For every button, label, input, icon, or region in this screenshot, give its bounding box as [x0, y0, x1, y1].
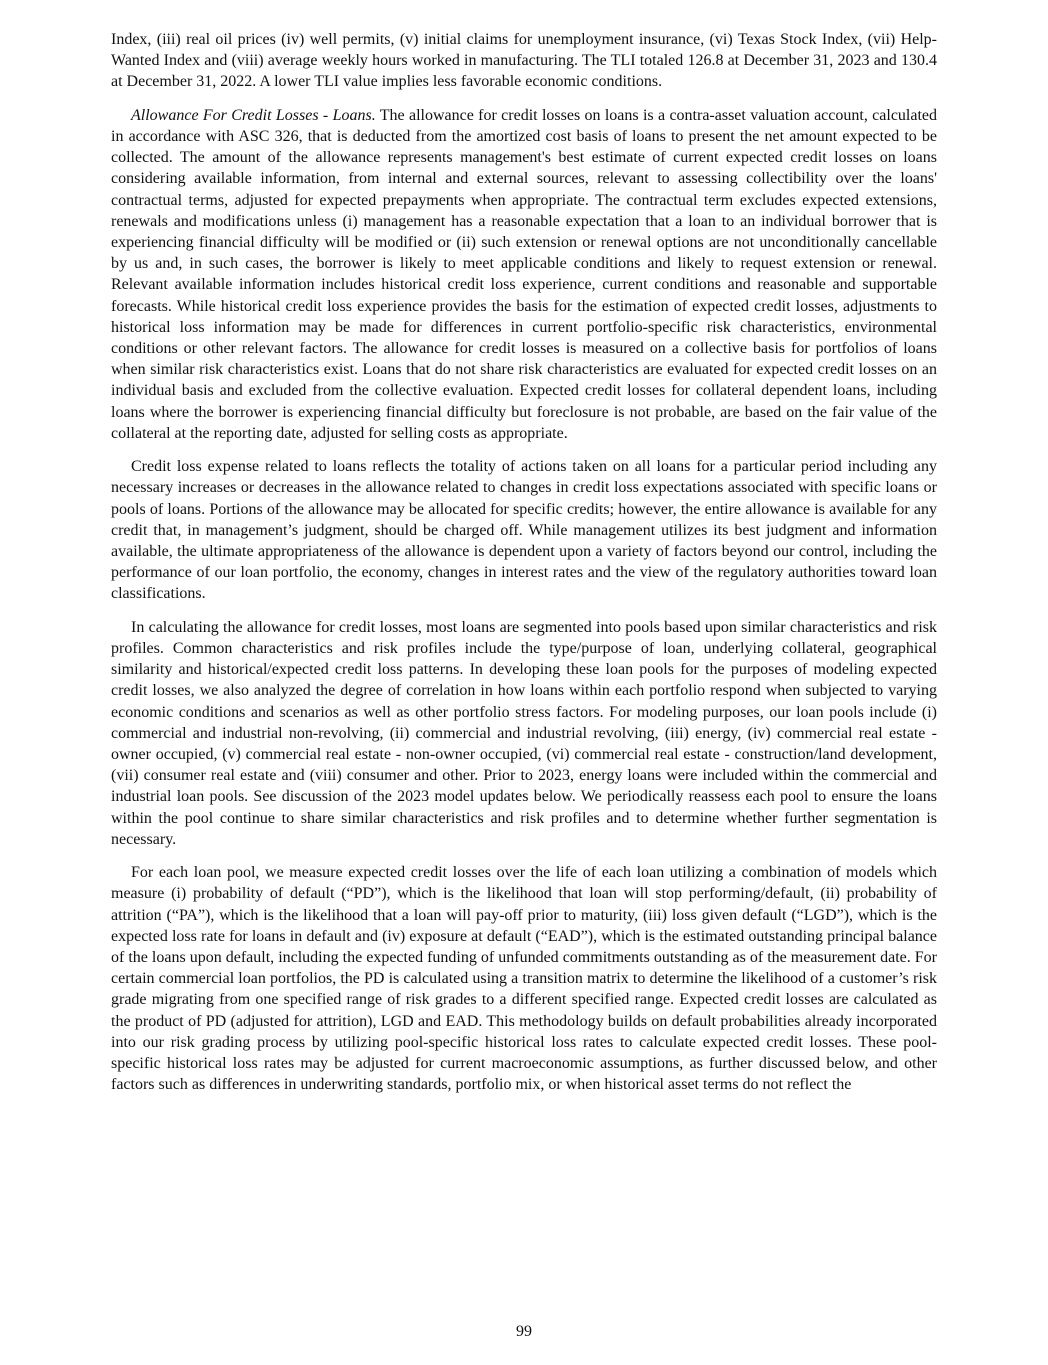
paragraph-credit-loss-expense	[111, 456, 937, 604]
page-number: 99	[516, 1323, 532, 1340]
document-page	[111, 29, 937, 1108]
paragraph-text: The allowance for credit losses on loans is a contra-asset valuation account, calculated in accordance with ASC 326, that is deducted from the amortized cost basis of loans to present the net amount expected to be collected. The amount of the allowance represents management's best estimate of current expected credit losses on loans considering available information, from internal and external sources, relevant to assessing collectibility over the loans' contractual terms, adjusted for expected prepayments when appropriate. The contractual term excludes expected extensions, renewals and modifications unless (i) management has a reasonable expectation that a loan to an individual borrower that is experiencing financial difficulty will be modified or (ii) such extension or renewal options are not unconditionally cancellable by us and, in such cases, the borrower is likely to meet applicable conditions and likely to request extension or renewal. Relevant available information includes historical credit loss experience, current conditions and reasonable and supportable forecasts. While historical credit loss experience provides the basis for the estimation of expected credit losses, adjustments to historical loss information may be made for differences in current portfolio-specific risk characteristics, environmental conditions or other relevant factors. The allowance for credit losses is measured on a collective basis for portfolios of loans when similar risk characteristics exist. Loans that do not share risk characteristics are evaluated for expected credit losses on an individual basis and excluded from the collective evaluation. Expected credit losses for collateral dependent loans, including loans where the borrower is experiencing financial difficulty but foreclosure is not probable, are based on the fair value of the collateral at the reporting date, adjusted for selling costs as appropriate.	[111, 106, 938, 442]
paragraph-text: For each loan pool, we measure expected credit losses over the life of each loan utilizing a combination of models which measure (i) probability of default (“PD”), which is the likelihood that loan will stop performing/default, (ii) probability of attrition (“PA”), which is the likelihood that a loan will pay-off prior to maturity, (iii) loss given default (“LGD”), which is the expected loss rate for loans in default and (iv) exposure at default (“EAD”), which is the estimated outstanding principal balance of the loans upon default, including the expected funding of unfunded commitments outstanding as of the measurement date. For certain commercial loan portfolios, the PD is calculated using a transition matrix to determine the likelihood of a customer’s risk grade migrating from one specified range of risk grades to a different specified range. Expected credit losses are calculated as the product of PD (adjusted for attrition), LGD and EAD. This methodology builds on default probabilities already incorporated into our risk grading process by utilizing pool-specific historical loss rates to calculate expected credit losses. These pool-specific historical loss rates may be adjusted for current macroeconomic assumptions, as further discussed below, and other factors such as differences in underwriting standards, portfolio mix, or when historical asset terms do not reflect the	[111, 864, 937, 1094]
paragraph-text: Credit loss expense related to loans reflects the totality of actions taken on all loans for a particular period including any necessary increases or decreases in the allowance related to changes in credit loss expectations associated with specific loans or pools of loans. Portions of the allowance may be allocated for specific credits; however, the entire allowance is available for any credit that, in management’s judgment, should be charged off. While management utilizes its best judgment and information available, the ultimate appropriateness of the allowance is dependent upon a variety of factors beyond our control, including the performance of our loan portfolio, the economy, changes in interest rates and the view of the regulatory authorities toward loan classifications.	[111, 458, 937, 603]
paragraph-tli-continuation	[111, 29, 937, 93]
paragraph-allowance-for-credit-losses	[111, 105, 937, 444]
paragraph-loan-pools	[111, 617, 937, 850]
paragraph-expected-credit-loss-models	[111, 862, 937, 1095]
paragraph-text: In calculating the allowance for credit losses, most loans are segmented into pools based upon similar characteristics and risk profiles. Common characteristics and risk profiles include the type/purpose of loan, underlying collateral, geographical similarity and historical/expected credit loss patterns. In developing these loan pools for the purposes of modeling expected credit losses, we also analyzed the degree of correlation in how loans within each portfolio respond when subjected to varying economic conditions and scenarios as well as other portfolio stress factors. For modeling purposes, our loan pools include (i) commercial and industrial non-revolving, (ii) commercial and industrial revolving, (iii) energy, (iv) commercial real estate - owner occupied, (v) commercial real estate - non-owner occupied, (vi) commercial real estate - construction/land development, (vii) consumer real estate and (viii) consumer and other. Prior to 2023, energy loans were included within the commercial and industrial loan pools. See discussion of the 2023 model updates below. We periodically reassess each pool to ensure the loans within the pool continue to share similar characteristics and risk profiles and to determine whether further segmentation is necessary.	[111, 618, 937, 848]
section-heading-allowance: Allowance For Credit Losses - Loans.	[131, 106, 376, 124]
paragraph-text: Index, (iii) real oil prices (iv) well permits, (v) initial claims for unemployment insurance, (vi) Texas Stock Index, (vii) Help-Wanted Index and (viii) average weekly hours worked in manufacturing. The TLI totaled 126.8 at December 31, 2023 and 130.4 at December 31, 2022. A lower TLI value implies less favorable economic conditions.	[111, 31, 937, 91]
